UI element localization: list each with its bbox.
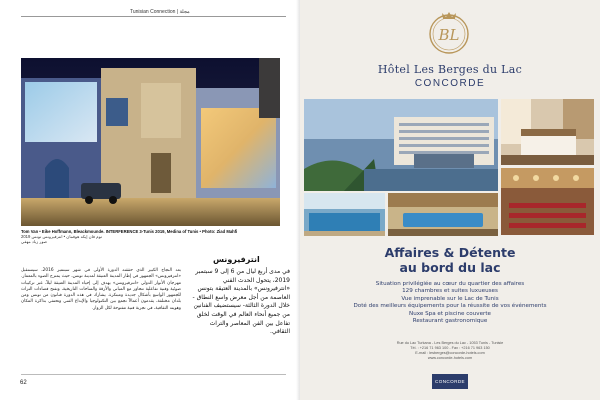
page-number: 62 (20, 380, 27, 386)
body-paragraph: بعد النجاح الكبير الذي حققته الدورة الأولى في شهر سبتمبر 2016، سيستقبل «انترفيرونس» الجمهور في إطار المدينة العتيقة لمدينة تونس، حيث يمتزج الضوء بالمعمار. مهرجان الأنوار الدولي «انترفيرونس» يهدف إلى إحياء المدينة العتيقة ليلاً، عبر تركيبات ضوئية وفنية تفاعلية تتحاور مع المباني والأزقة والساحات التاريخية، وتفتح فضاءات التراث للجمهور الواسع بأشكال جديدة ومبتكرة. يشارك في هذه الدورة فنانون من تونس ومن بلدان مختلفة، يقدمون أعمالاً تجمع بين التكنولوجيا والإبداع الفني وتحتفي بذاكرة المكان وهويته الثقافية، في تجربة فنية مفتوحة لكل الزوار. (21, 268, 181, 311)
photo-credit-ar: توم فان إيكه هوفمان • انترفيرونس تونس 2019 (21, 234, 103, 240)
header-divider (21, 16, 286, 17)
feature-item: Vue imprenable sur le Lac de Tunis (401, 295, 499, 302)
brand-badge: CONCORDE (432, 374, 468, 389)
hotel-room-icon (501, 99, 594, 165)
spa-pool-icon (304, 193, 385, 236)
feature-item: Doté des meilleurs équipements pour la réussite de vos événements (353, 303, 547, 310)
contact-website[interactable]: www.concorde-hotels.com (427, 356, 473, 360)
photo-credit (21, 229, 280, 245)
hotel-exterior-icon (304, 99, 498, 191)
hotel-exterior-photo (304, 99, 498, 191)
logo-letters: BL (438, 26, 460, 44)
running-head: Tunisian Connection | مجلة (130, 9, 190, 15)
feature-photo (21, 58, 280, 226)
ad-headline (300, 245, 600, 275)
hotel-pool-photo (388, 193, 498, 236)
contact-address: Rue du Lac Turkana - Les Berges du Lac - 1053 Tunis - Tunisie (396, 341, 504, 345)
indoor-pool-icon (388, 193, 498, 236)
ad-headline-line1: Affaires & Détente (384, 245, 516, 260)
contact-phone: Tél. : +216 71 963 100 - Fax : +216 71 963 150 (410, 346, 490, 350)
photo-projection-mapping-icon (21, 58, 280, 226)
ad-headline-line2: au bord du lac (399, 260, 501, 275)
feature-item: Restaurant gastronomique (412, 318, 488, 325)
hotel-spa-pool-photo (304, 193, 385, 236)
intro-paragraph: في مدى أربع ليال من 6 إلى 9 سبتمبر 2019، يتحول الحدث الفني «انترفيرونس» بالمدينة العتيقة بتونس العاصمة من أجل معرض واسع النطاق - خلال الدورة الثالثة- سيستضيف الفنانين من جميع أنحاء العالم في الوقت لخلق تفاعل بين الفن المعاصر والتراث الثقافي. (192, 268, 290, 336)
section-title: انترفيرونس (213, 255, 260, 264)
hotel-brand: CONCORDE (414, 78, 486, 89)
hotel-conference-photo (501, 168, 594, 235)
feature-item: Situation privilégiée au cœur du quartier des affaires (375, 281, 525, 287)
hotel-room-photo (501, 99, 594, 165)
contact-info (300, 341, 600, 361)
photo-credit-ar-2: صور زياد مهفي (21, 239, 48, 245)
photo-credit-en: Tom Van • Eike Hoffmann, Bleackmounde. INTERFERENCE 3-Tunis 2019, Medina of Tunis • Photo: Ziad Mahfi (21, 229, 238, 234)
feature-item: Nuxe Spa et piscine couverte (409, 310, 491, 317)
footer-divider (21, 374, 286, 375)
feature-item: 129 chambres et suites luxueuses (402, 288, 498, 295)
contact-email[interactable]: E-mail : lesberges@concorde-hotels.com (415, 351, 485, 355)
hotel-logo-icon (428, 10, 470, 56)
conference-room-icon (501, 168, 594, 235)
feature-list (300, 281, 600, 325)
hotel-name: Hôtel Les Berges du Lac (377, 63, 523, 76)
